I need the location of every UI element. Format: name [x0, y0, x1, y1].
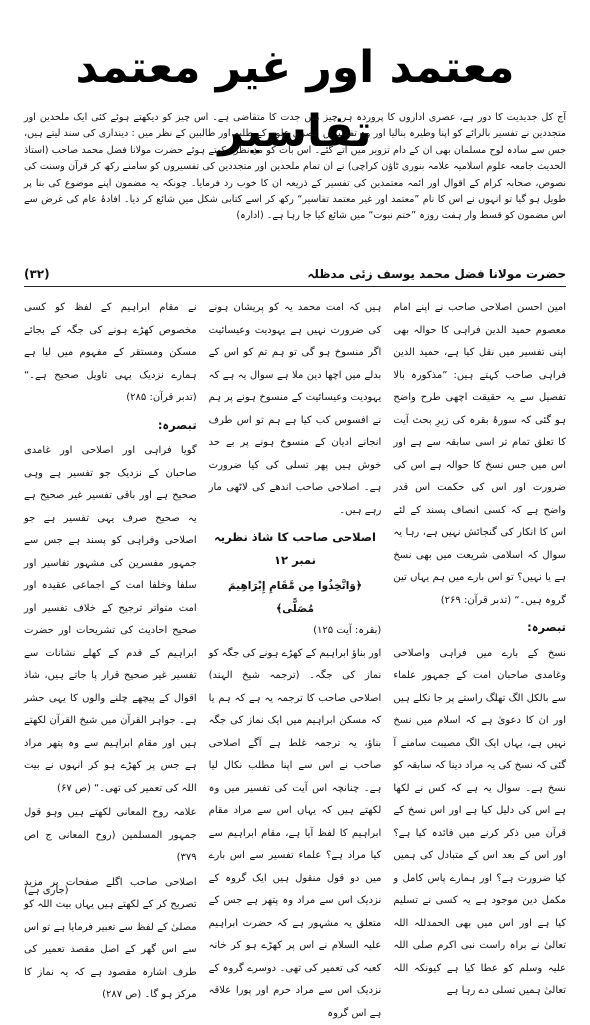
column-middle: [209, 297, 382, 885]
paragraph: ہیں کہ امت محمد یہ کو پریشان ہونے کی ضرورت نہیں ہے یہودیت وعیسائیت اگر منسوخ ہو گی تو ہم تم کو اس کے بدلے میں اچھا دین ملا ہے سوال یہ ہے کہ یہودیت وعیسائیت کے منسوخ ہونے پر ہم نے افسوس کب کیا ہے ہم تو اس طرف انجانے ادیان کے منسوخ ہونے پر بے حد خوش ہیں پھر تسلی کی کیا ضرورت ہے۔ اصلاحی صاحب اندھے کی لاٹھی مار رہے ہیں۔: [209, 297, 382, 522]
paragraph: اصلاحی صاحب اگلے صفحات پر مزید تصریح کر کے لکھتے ہیں یہاں بیت اللہ کو مصلیٰ کے لفظ سے تعبیر فرمایا ہے تو اس سے اس گھر کے اصل مقصد تعمیر کی طرف اشارہ مقصود ہے کہ یہ نماز کا مرکز ہو گا۔ (ص ۲۸۷): [24, 872, 197, 1007]
paragraph: نے مقام ابراہیم کے لفظ کو کسی مخصوص کھڑے ہونے کی جگہ کے بجائے مسکن ومستقر کے مفہوم میں لیا ہے ہمارے نزدیک یہی تاویل صحیح ہے۔“ (تدبر قرآن: ۲۸۵): [24, 297, 197, 410]
section-heading: اصلاحی صاحب کا شاذ نظریہ نمبر ۱۲: [209, 526, 382, 571]
continued-note: (جاری ہے): [24, 885, 566, 896]
section-heading: تبصرہ:: [24, 414, 197, 437]
quran-verse: ﴿وَاتَّخِذُوا مِن مَّقَامِ إِبْرَاهِيمَ مُصَلًّى﴾: [209, 575, 382, 620]
article-title: معتمد اور غیر معتمد تفاسیر: [16, 36, 574, 106]
article-columns: [24, 297, 566, 885]
byline-bar: [24, 262, 566, 287]
paragraph: نسخ کے بارے میں فراہی واصلاحی وغامدی صاحبان امت کے جمہور علماء سے بالکل الگ تھلگ راستے پر جا نکلے ہیں اور ان کا دعویٰ ہے کہ اسلام میں نسخ نہیں ہے، یہاں ایک الگ مصیبت سامنے آ گئی کہ نسخ کی یہ مراد دینا کہ سابقہ کو نسخ ہے۔ سوال یہ ہے کہ کس نے لکھا ہے اس کی دلیل کیا ہے اور اس نسخ کے قرآن میں ذکر کرنے میں فائدہ کیا ہے؟ اور اس کے بعد اس کے متبادل کی ہمیں کیا ضرورت ہے؟ اور ہمارے پاس کامل و مکمل دین موجود ہے یہ کسی نے تسلیم کیا ہے اور اس میں بھی الحمدللہ اللہ تعالیٰ نے براہ راست نبی اکرم صلی اللہ علیہ وسلم کو عطا کیا ہے کیونکہ اللہ تعالیٰ ہمیں تسلی دے رہا ہے: [393, 643, 566, 1003]
paragraph: گویا فراہی اور اصلاحی اور غامدی صاحبان کے نزدیک جو تفسیر ہے وہی صحیح ہے اور باقی تفسیر غیر صحیح ہے یہ صحیح صرف یہی تفسیر ہے جو اصلاحی وفراہی کو پسند ہے جس سے جمہور مفسرین کی مشہور تفاسیر اور سلفا وخلفا امت کے اجماعی عقیدہ اور امت متواتر ترجیح کے خلاف تفسیر اور صحیح احادیث کی تشریحات اور حضرت ابراہیم کے قدم کے کھلے نشانات سے تفسیر غیر صحیح قرار پا جاتے ہیں، شاذ اقوال کے پیچھے چلنے والوں کا یہی حشر ہے۔ جواہر القرآن میں شیخ القرآن لکھتے ہیں اور مقام ابراہیم سے وہ پتھر مراد ہے جس پر کھڑے ہو کر انہوں نے بیت اللہ کی تعمیر کی تھی۔“ (ص ۶۷): [24, 440, 197, 800]
verse-reference: (بقرہ: آیت ۱۲۵): [209, 620, 382, 643]
paragraph: امین احسن اصلاحی صاحب نے اپنے امام معصوم حمید الدین فراہی کا حوالہ بھی اپنی تفسیر میں نقل کیا ہے، حمید الدین فراہی صاحب کہتے ہیں: ”مذکورہ بالا تفصیل سے یہ حقیقت اچھی طرح واضح ہو گئی کہ سورۂ بقرہ کی زیرِ بحث آیت کا تعلق تمام تر اسی سابقہ سے ہے اور اس میں جس نسخ کا حوالہ ہے اس کی ضرورت اور اس کی حکمت اس قدر واضح ہے کہ کسی انصاف پسند کے لئے اس کا انکار کی گنجائش نہیں ہے، رہا یہ سوال کہ اسلامی شریعت میں بھی نسخ ہے یا نہیں؟ تو اس بارے میں ہم یہاں تین گروہ ہیں۔“ (تدبر قرآن: ۲۶۹): [393, 297, 566, 612]
author-name: حضرت مولانا فضل محمد یوسف زئی مدظلہ: [307, 267, 566, 281]
page-number: (۳۲): [24, 267, 50, 281]
column-right: [393, 297, 566, 885]
paragraph: اور بناؤ ابراہیم کے کھڑے ہونے کی جگہ کو نماز کی جگہ۔ (ترجمہ شیخ الہند) اصلاحی صاحب کا ترجمہ یہ ہے کہ ہم یا کہ مسکن ابراہیم میں ایک نماز کی جگہ بناؤ، یہ ترجمہ غلط ہے آگے اصلاحی صاحب نے اس سے اپنا مطلب نکال لیا ہے۔ چنانچہ اس آیت کی تفسیر میں وہ لکھتے ہیں کہ یہاں اس سے مراد مقام ابراہیم کا لفظ آیا ہے، مقام ابراہیم سے کیا مراد ہے؟ علماء تفسیر سے اس بارے میں دو قول منقول ہیں ایک گروہ کے نزدیک اس سے مراد وہ پتھر ہے جس کے متعلق یہ مشہور ہے کہ حضرت ابراہیم علیہ السلام نے اس پر کھڑے ہو کر خانہ کعبہ کی تعمیر کی تھی۔ دوسرے گروہ کے نزدیک اس سے مراد حرم اور پورا علاقہ ہے اس گروہ: [209, 643, 382, 1025]
paragraph: علامہ روح المعانی لکھتے ہیں وہو قول جمہور المسلمین (روح المعانی ج اص ۳۷۹): [24, 802, 197, 870]
section-heading: تبصرہ:: [393, 616, 566, 639]
editorial-intro: آج کل جدیدیت کا دور ہے، عصری اداروں کا پروردہ ہر چیز میں جدت کا متقاضی ہے۔ اس چیز کو دیکھتے ہوئے کئی ایک ملحدین اور متجددین نے تفسیر بالرائے کو اپنا وطیرہ بنالیا اور وہ تفسیریں عصری علوم کے طلبہ اور طالبین کے نظر میں : دینداری کی سند لیتے ہیں، جس سے سادہ لوح مسلمان بھی ان کے دام تزویر میں آتے گئے۔ اس بات کو مدِ نظر رکھتے ہوئے حضرت مولانا فضل محمد صاحب (استاذ الحدیث جامعہ علوم اسلامیہ علامہ بنوری ٹاؤن کراچی) نے ان تمام ملحدین اور متجددین کی تفسیروں کو سامنے رکھ کر قرآن وسنت کی نصوص، صحابہ کرام کے اقوال اور ائمہ معتمدین کی تفسیر کے ذریعہ ان کا خوب رد فرمایا۔ چونکہ یہ مضمون اپنے موضوع کی بنا پر طویل ہو گیا تو انہوں نے اس کا نام ”معتمد اور غیر معتمد تفاسیر“ رکھ کر اسے کتابی شکل میں شائع کر دیا۔ افادۂ عام کی غرض سے اس مضمون کو قسط وار ہفت روزہ ”ختم نبوت“ میں شائع کیا جا رہا ہے۔ (ادارہ): [24, 110, 566, 258]
column-left: [24, 297, 197, 885]
